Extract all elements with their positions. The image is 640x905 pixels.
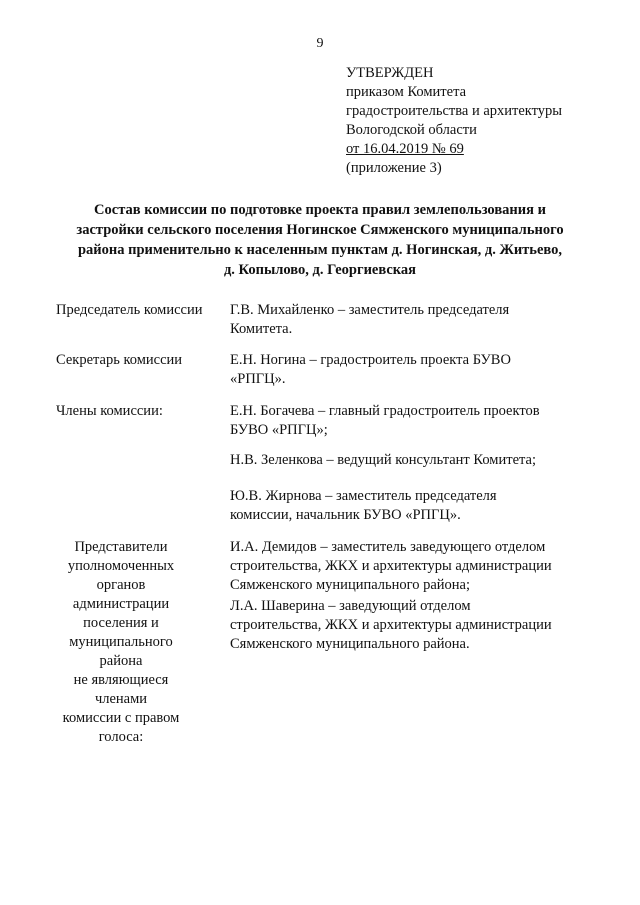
label-line: голоса: — [98, 729, 144, 745]
page-number: 9 — [316, 36, 324, 51]
entry-line: Комитета. — [230, 321, 293, 337]
label-line: органов администрации — [72, 577, 170, 612]
entry-line: Сямженского муниципального района. — [230, 636, 470, 652]
entry-line: БУВО «РПГЦ»; — [230, 422, 328, 438]
approval-line: Вологодской области — [346, 122, 477, 138]
members-label: Члены комиссии: — [56, 403, 163, 419]
approval-line: приказом Комитета — [346, 84, 467, 100]
entry-line: строительства, ЖКХ и архитектуры администрации — [230, 617, 552, 633]
chairman-label: Председатель комиссии — [56, 302, 203, 318]
entry-line: Е.Н. Богачева – главный градостроитель проектов — [230, 403, 540, 419]
representative-entry — [230, 538, 590, 595]
entry-line: Е.Н. Ногина – градостроитель проекта БУВО — [230, 352, 511, 368]
chairman-entry — [230, 301, 590, 339]
entry-line: Г.В. Михайленко – заместитель председателя — [230, 302, 510, 318]
entry-line: Ю.В. Жирнова – заместитель председателя — [230, 488, 497, 504]
entry-line: Н.В. Зеленкова – ведущий консультант Комитета; — [230, 452, 536, 468]
entry-line: строительства, ЖКХ и архитектуры администрации — [230, 558, 552, 574]
member-entry — [230, 451, 590, 470]
approval-line: градостроительства и архитектуры — [346, 103, 563, 119]
approval-appendix: (приложение 3) — [346, 160, 442, 176]
label-line: не являющиеся членами — [73, 672, 169, 707]
label-line: комиссии с правом — [62, 710, 180, 726]
member-entry — [230, 487, 590, 525]
title-line: Состав комиссии по подготовке проекта правил землепользования и — [94, 202, 546, 218]
label-line: Представители — [74, 539, 168, 555]
secretary-label: Секретарь комиссии — [56, 352, 183, 368]
label-line: уполномоченных — [67, 558, 175, 574]
approval-order-date: от 16.04.2019 № 69 — [346, 141, 464, 157]
member-entry — [230, 402, 590, 440]
entry-line: Сямженского муниципального района; — [230, 577, 471, 593]
representative-entry — [230, 597, 590, 654]
representatives-label — [56, 538, 186, 747]
entry-line: комиссии, начальник БУВО «РПГЦ». — [230, 507, 461, 523]
secretary-entry — [230, 351, 590, 389]
label-line: муниципального района — [69, 634, 173, 669]
document-title — [68, 200, 572, 280]
approval-heading: УТВЕРЖДЕН — [346, 65, 434, 81]
entry-line: «РПГЦ». — [230, 371, 286, 387]
title-line: д. Копылово, д. Георгиевская — [223, 262, 417, 278]
approval-stamp — [346, 64, 562, 178]
title-line: района применительно к населенным пунктам д. Ногинская, д. Житьево, — [77, 242, 563, 258]
title-line: застройки сельского поселения Ногинское Сямженского муниципального — [76, 222, 564, 238]
label-line: поселения и — [83, 615, 159, 631]
entry-line: И.А. Демидов – заместитель заведующего отделом — [230, 539, 546, 555]
entry-line: Л.А. Шаверина – заведующий отделом — [230, 598, 471, 614]
